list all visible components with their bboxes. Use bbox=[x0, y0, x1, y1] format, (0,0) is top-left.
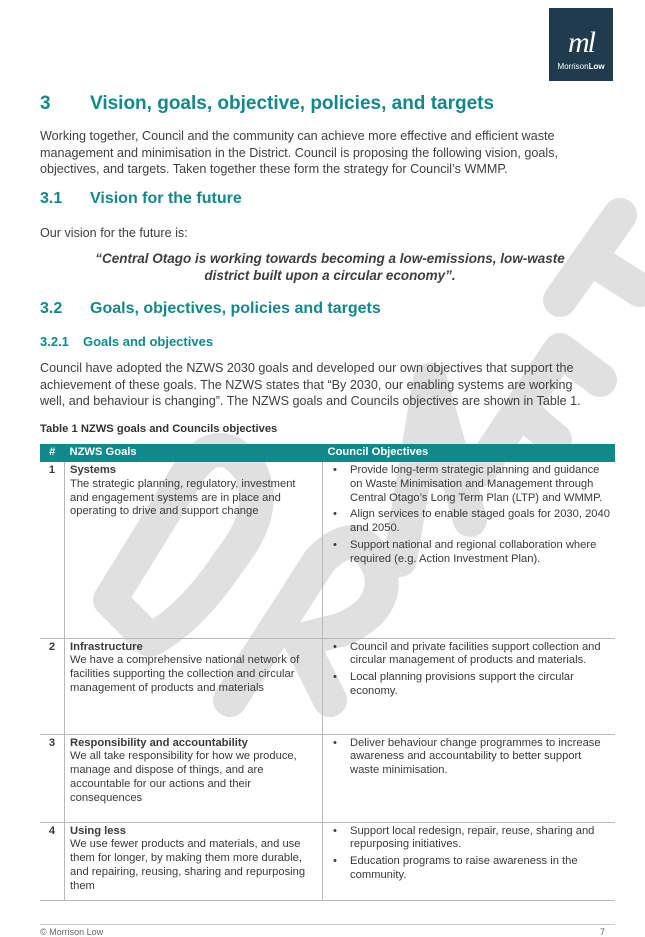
vision-title: Vision for the future bbox=[90, 190, 242, 207]
goals-number: 3.2 bbox=[40, 300, 63, 317]
goal-text: We have a comprehensive national network of facilities supporting the collection and circular management of products and materials bbox=[70, 654, 300, 694]
table-header-row bbox=[40, 444, 615, 462]
vision-heading bbox=[40, 190, 242, 208]
row-number: 4 bbox=[40, 822, 65, 900]
header-goals: NZWS Goals bbox=[65, 444, 323, 462]
logo-wordmark: MorrisonLow bbox=[557, 62, 605, 71]
goal-title: Infrastructure bbox=[70, 640, 143, 653]
objective-item: • Local planning provisions support the circular economy. bbox=[350, 671, 610, 699]
table-row bbox=[40, 462, 615, 638]
goal-text: The strategic planning, regulatory, investment and engagement systems are in place and operating to drive and support change bbox=[70, 477, 296, 518]
row-number: 3 bbox=[40, 734, 65, 822]
morrison-low-logo bbox=[549, 8, 613, 81]
section-number: 3 bbox=[40, 93, 51, 114]
goals-paragraph: Council have adopted the NZWS 2030 goals and developed our own objectives that support the achievement of these goals. The NZWS states that “By 2030, our enabling systems are working well, and behaviour is changing”. The NZWS goals and Councils objectives are shown in Table 1. bbox=[40, 361, 581, 408]
objectives-cell bbox=[323, 638, 616, 734]
goal-cell bbox=[65, 734, 323, 822]
intro-paragraph: Working together, Council and the community can achieve more effective and efficient waste management and minimisation in the District. Council is proposing the following vision, goals, objectives, and targets. Taken together these form the strategy for Council’s WMMP. bbox=[40, 129, 558, 176]
goals-subheading bbox=[40, 334, 213, 349]
logo-mark: ml bbox=[568, 26, 594, 59]
goal-cell bbox=[65, 638, 323, 734]
table-row bbox=[40, 638, 615, 734]
objectives-list bbox=[328, 464, 610, 567]
vision-lead: Our vision for the future is: bbox=[40, 226, 188, 240]
goals-sub-title: Goals and objectives bbox=[83, 334, 214, 349]
objectives-cell bbox=[323, 462, 616, 638]
goal-title: Using less bbox=[70, 824, 126, 837]
row-number: 2 bbox=[40, 638, 65, 734]
page-number: 7 bbox=[600, 927, 606, 937]
table-caption: Table 1 NZWS goals and Councils objectives bbox=[40, 423, 278, 435]
objective-item: • Education programs to raise awareness in the community. bbox=[350, 855, 610, 883]
table-row bbox=[40, 822, 615, 900]
goals-heading bbox=[40, 300, 381, 318]
goal-text: We use fewer products and materials, and use them for longer, by making them more durable, and repairing, reusing, sharing and repurposing them bbox=[70, 838, 306, 892]
objective-item: • Deliver behaviour change programmes to increase awareness and accountability to better support waste minimisation. bbox=[350, 737, 610, 778]
objective-item: • Provide long-term strategic planning and guidance on Waste Minimisation and Management through Central Otago’s Long Term Plan (LTP) and WMMP. bbox=[350, 464, 610, 505]
goal-title: Systems bbox=[70, 464, 117, 476]
goal-text: We all take responsibility for how we produce, manage and dispose of things, and are accountable for our actions and their consequences bbox=[70, 750, 297, 804]
goals-title: Goals, objectives, policies and targets bbox=[90, 300, 381, 317]
objective-item: • Support local redesign, repair, reuse, sharing and repurposing initiatives. bbox=[350, 825, 610, 853]
footer-divider bbox=[40, 924, 615, 925]
footer-copyright: © Morrison Low bbox=[40, 927, 104, 937]
goal-title: Responsibility and accountability bbox=[70, 736, 248, 749]
objectives-list bbox=[328, 737, 610, 778]
section-title: Vision, goals, objective, policies, and targets bbox=[90, 93, 495, 114]
row-number: 1 bbox=[40, 462, 65, 638]
objectives-cell bbox=[323, 822, 616, 900]
goals-objectives-table bbox=[40, 444, 615, 901]
table-row bbox=[40, 734, 615, 822]
objectives-cell bbox=[323, 734, 616, 822]
goal-cell bbox=[65, 462, 323, 638]
section-heading bbox=[40, 93, 494, 115]
objectives-list bbox=[328, 825, 610, 883]
header-number: # bbox=[40, 444, 65, 462]
vision-quote: “Central Otago is working towards becoming a low-emissions, low-waste district built upon a circular economy”. bbox=[95, 251, 565, 283]
objective-item: • Council and private facilities support collection and circular management of products and materials. bbox=[350, 641, 610, 669]
header-objectives: Council Objectives bbox=[323, 444, 616, 462]
vision-number: 3.1 bbox=[40, 190, 63, 207]
goals-sub-number: 3.2.1 bbox=[40, 334, 69, 349]
objective-item: • Support national and regional collaboration where required (e.g. Action Investment Plan). bbox=[350, 539, 610, 567]
objectives-list bbox=[328, 641, 610, 699]
objective-item: • Align services to enable staged goals for 2030, 2040 and 2050. bbox=[350, 508, 610, 536]
goal-cell bbox=[65, 822, 323, 900]
